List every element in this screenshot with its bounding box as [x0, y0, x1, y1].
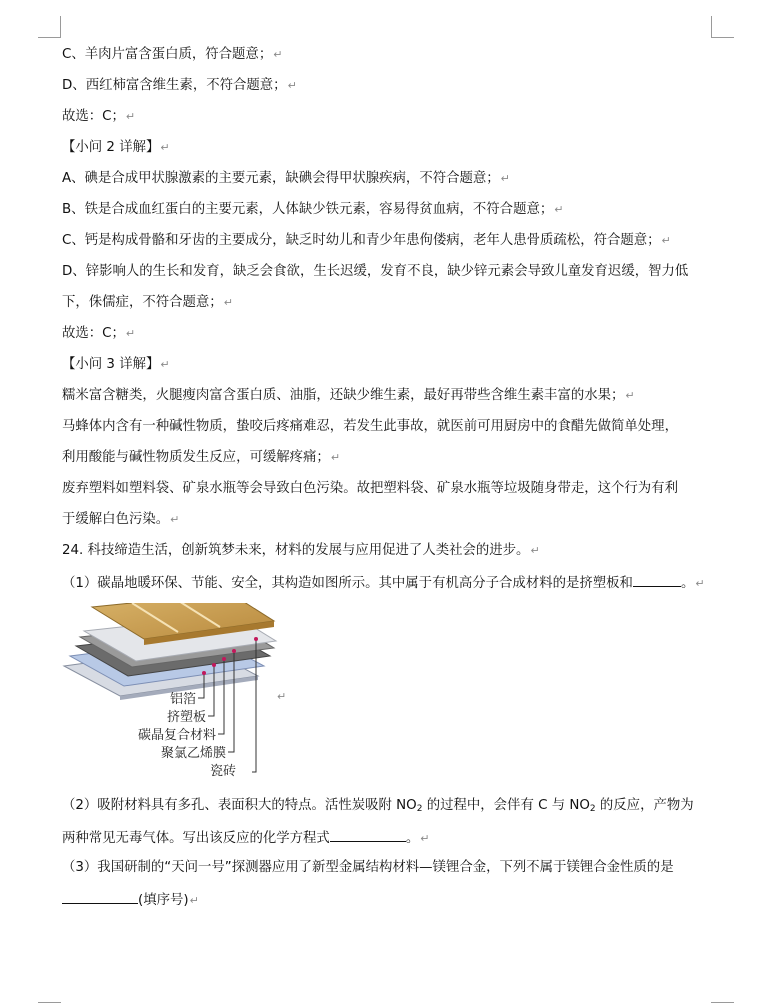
answer-choice-1: 故选：C；↵: [62, 109, 136, 124]
return-mark: ↵: [625, 389, 635, 402]
return-mark: ↵: [125, 110, 136, 123]
question-24-part-2: （2）吸附材料具有多孔、表面积大的特点。活性炭吸附 $NO_2$ 的过程中，会伴有 C 与 $NO_2$ 的反应，产物为: [62, 798, 694, 814]
answer-line-d-zinc: D、锌影响人的生长和发育，缺乏会食欲，生长迟缓，发育不良，缺少锌元素会导致儿童发育迟缓，智力低: [62, 264, 689, 279]
crop-mark-bottom-left-h: [38, 1002, 61, 1003]
answer-choice-2: 故选：C；↵: [62, 326, 136, 341]
answer-line-d-tomato: D、西红柿富含维生素，不符合题意；↵: [62, 78, 297, 93]
question-24-part-1: （1）碳晶地暖环保、节能、安全，其构造如图所示。其中属于有机高分子合成材料的是挤塑板和 。↵: [62, 572, 705, 594]
return-mark: ↵: [554, 203, 564, 216]
marker-dot-carbon: [222, 657, 226, 661]
return-mark: ↵: [170, 513, 180, 526]
label-pvc-film: 聚氯乙烯膜: [160, 746, 226, 761]
return-mark: ↵: [223, 296, 233, 309]
section-heading-q2: 【小问 2 详解】↵: [62, 140, 170, 155]
answer-blank-1[interactable]: [633, 572, 681, 587]
question-24-stem: 24. 科技缔造生活，创新筑梦未来，材料的发展与应用促进了人类社会的进步。↵: [62, 543, 540, 558]
return-mark: ↵: [500, 172, 510, 185]
return-mark: ↵: [661, 234, 671, 247]
return-mark: ↵: [330, 451, 341, 464]
question-24-part-3-cont: (填序号)↵: [62, 889, 199, 911]
return-mark: ↵: [277, 690, 287, 703]
question-24-part-3: （3）我国研制的“天问一号”探测器应用了新型金属结构材料—镁锂合金，下列不属于镁锂合金性质的是: [62, 860, 674, 875]
answer-line-rice: 糯米富含糖类，火腿瘦肉富含蛋白质、油脂，还缺少维生素，最好再带些含维生素丰富的水果；↵: [62, 388, 635, 403]
label-extruded-board: 挤塑板: [166, 710, 206, 725]
crop-mark-bottom-right-h: [711, 1002, 734, 1003]
section-heading-q3: 【小问 3 详解】↵: [62, 357, 170, 372]
question-24-part-2-cont: 两种常见无毒气体。写出该反应的化学方程式 。↵: [62, 827, 429, 849]
crop-mark-top-left-h: [38, 37, 61, 38]
return-mark: ↵: [420, 832, 430, 845]
return-mark: ↵: [273, 48, 283, 61]
answer-blank-3[interactable]: [62, 889, 138, 904]
return-mark: ↵: [530, 544, 540, 557]
answer-line-d-zinc-cont: 下，侏儒症，不符合题意；↵: [62, 295, 233, 310]
crop-mark-top-left-v: [60, 16, 61, 38]
answer-blank-2[interactable]: [330, 827, 406, 842]
carbon-crystal-floor-heating-diagram: [62, 603, 302, 783]
label-aluminium-foil: 铝箔: [169, 692, 196, 707]
return-mark: ↵: [160, 141, 170, 154]
answer-line-c-calcium: C、钙是构成骨骼和牙齿的主要成分，缺乏时幼儿和青少年患佝偻病，老年人患骨质疏松，符合题意；↵: [62, 233, 671, 248]
return-mark: ↵: [160, 358, 170, 371]
answer-line-plastic: 废弃塑料如塑料袋、矿泉水瓶等会导致白色污染。故把塑料袋、矿泉水瓶等垃圾随身带走，这个行为有利: [62, 481, 678, 496]
marker-dot-board: [212, 663, 216, 667]
marker-dot-tile: [254, 637, 258, 641]
answer-line-c-mutton: C、羊肉片富含蛋白质，符合题意；↵: [62, 47, 283, 62]
label-carbon-crystal: 碳晶复合材料: [137, 728, 216, 743]
return-mark: ↵: [695, 577, 705, 590]
return-mark: ↵: [125, 327, 136, 340]
return-mark: ↵: [189, 894, 199, 907]
marker-dot-pvc: [232, 649, 236, 653]
crop-mark-top-right-h: [711, 37, 734, 38]
answer-line-wasp-cont: 利用酸能与碱性物质发生反应，可缓解疼痛；↵: [62, 450, 341, 465]
return-mark: ↵: [287, 79, 297, 92]
answer-line-b-iron: B、铁是合成血红蛋白的主要元素，人体缺少铁元素，容易得贫血病，不符合题意；↵: [62, 202, 564, 217]
label-ceramic-tile: 瓷砖: [209, 764, 236, 779]
answer-line-plastic-cont: 于缓解白色污染。↵: [62, 512, 180, 527]
answer-line-wasp: 马蜂体内含有一种碱性物质，蛰咬后疼痛难忍，若发生此事故，就医前可用厨房中的食醋先做简单处理，: [62, 419, 678, 434]
answer-line-a-iodine: A、碘是合成甲状腺激素的主要元素，缺碘会得甲状腺疾病，不符合题意；↵: [62, 171, 510, 186]
marker-dot-foil: [202, 671, 206, 675]
crop-mark-top-right-v: [711, 16, 712, 38]
